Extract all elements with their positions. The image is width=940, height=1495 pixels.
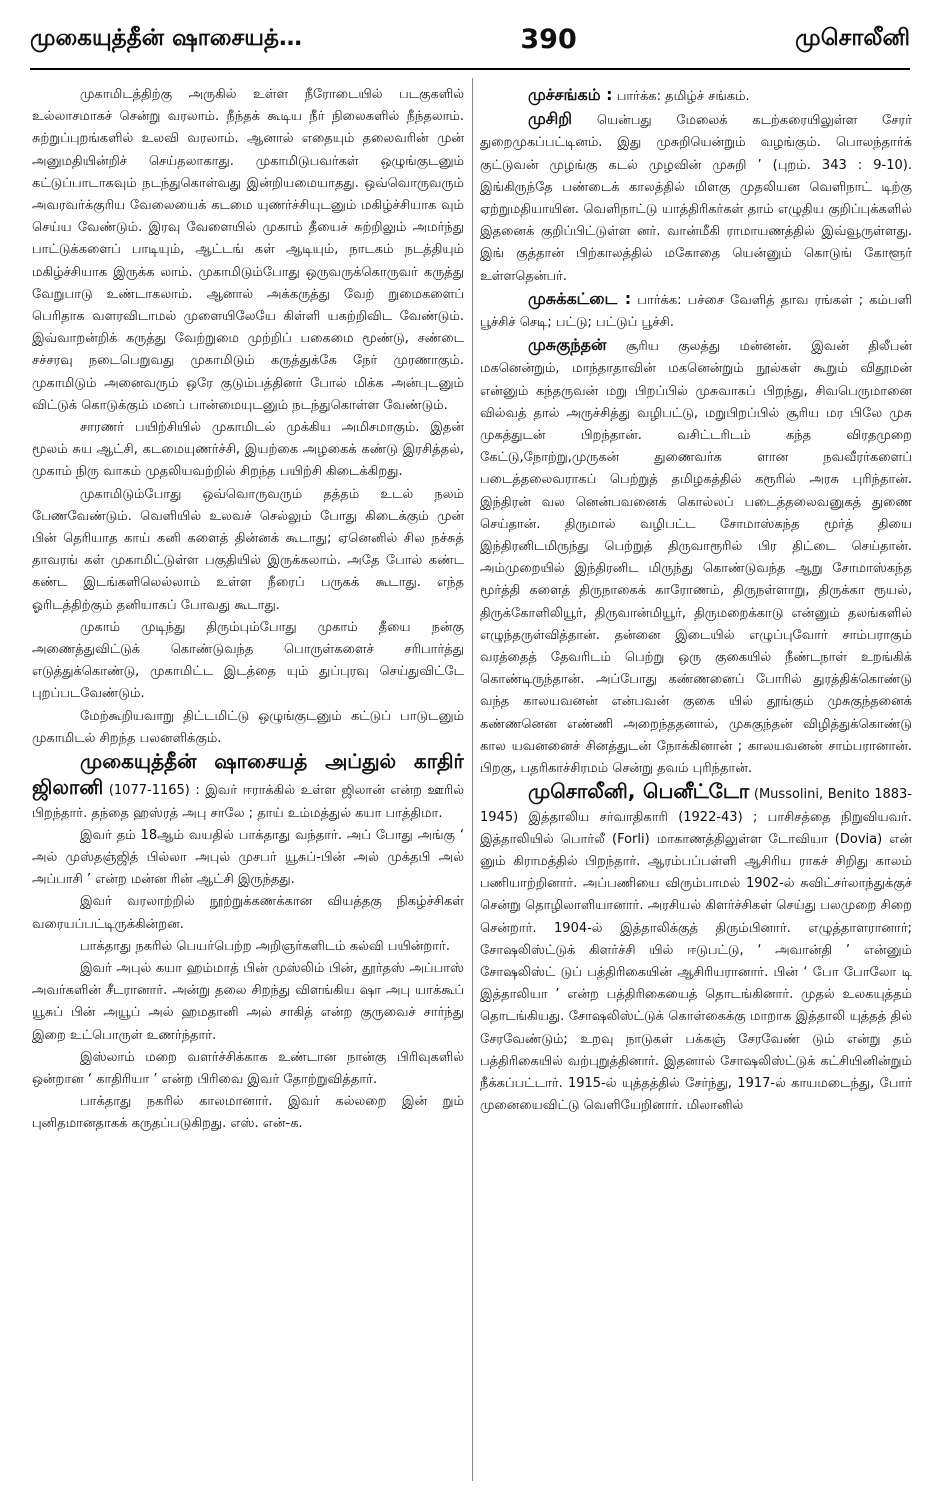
entry-text: சூரிய குலத்து மன்னன். இவன் திலீபன் மகனென்றும், மாந்தாதாவின் மகனென்றும் நூல்கள் கூறும் விதூமன் என்னும் கந்தருவன் மறு பிறப்பில் முசுவாகப் பிறந்து, சிவபெருமானை வில்வத் தால் அருச்சித்து வழிபட்டு, மறுபிறப்பில் சூரிய மர பிலே முசு முகத்துடன் பிறந்தான். வசிட்டரிடம் கந்த விரதமுறை கேட்டு,நோற்று,முருகன் துணைவர்க ளான நவவீரர்களைப் படைத்தலைவராகப் பெற்றுத் தமிழகத்தில் கரூரில் அரசு புரிந்தான். இந்திரன் வல னென்பவனைக் கொல்லப் படைத்தலைவனுகத் துணை செய்தான். திருமால் வழிபட்ட சோமாஸ்கந்த மூர்த் தியை இந்திரனிடமிருந்து பெற்றுத் திருவாரூரில் பிர திட்டை செய்தான். அம்முறையில் இந்திரனிட மிருந்து கொண்டுவந்த ஆறு சோமாஸ்கந்த மூர்த்தி களைத் திருநாகைக் காரோணம், திருநள்ளாறு, திருக்கா ரூயல், திருக்கோளிலியூர், திருவான்மியூர், திருமறைக்காடு என்னும் தலங்களில் எழுந்தருள்வித்தான். தன்னை இடையில் எழுப்புவோர் சாம்பராகும் வரத்தைத் தேவரிடம் பெற்று ஒரு குகையில் நீண்டநாள் உறங்கிக் கொண்டிருந்தான். அப்போது கண்ணனைப் போரில் துரத்திக்கொண்டு வந்த காலயவனன் என்பவன் குகை யில் தூங்கும் முசுகுந்தனைக் கண்ணனென எண்ணி அறைந்ததனால், முசுகுந்தன் விழித்துக்கொண்டு கால யவனனைச் சினத்துடன் நோக்கினான் ; காலயவனன் சாம்பரானான். பிறகு, பதரிகாச்சிரமம் சென்று தவம் புரிந்தான்.: [480, 339, 912, 777]
entry-mussolini: [480, 780, 912, 1117]
entry-headword: முசொலீனி, பெனீட்டோ: [528, 779, 750, 804]
entry-musukkattai: [480, 288, 912, 334]
entry-text: பார்க்க: பச்சை வேளித் தாவ ரங்கள் ; கம்பளி பூச்சிச் செடி; பட்டு; பட்டுப் பூச்சி.: [480, 292, 912, 331]
entry-headword: முகையுத்தீன் ஷாசையத் அப்துல் காதிர் ஜிலானி: [32, 749, 464, 800]
entry-text: பார்க்க: தமிழ்ச் சங்கம்.: [616, 89, 750, 104]
entry-text: (Mussolini, Benito 1883-1945) இத்தாலிய சர்வாதிகாரி (1922-43) ; பாசிசத்தை நிறுவியவர். இத்தாலியில் பொர்லீ (Forli) மாகாணத்திலுள்ள டோவியா (Dovia) என் னும் கிராமத்தில் பிறந்தார். ஆரம்பப்பள்ளி ஆசிரிய ராகச் சிறிது காலம் பணியாற்றினார். அப்பணியை விரும்பாமல் 1902-ல் சுவிட்சர்லாந்துக்குச் சென்று தொழிலாளியானார். அரசியல் கிளர்ச்சிகள் செய்து பலமுறை சிறை சென்றார். 1904-ல் இத்தாலிக்குத் திரும்பினார். எழுத்தாளரானார்; சோஷலிஸ்ட்டுக் கிளர்ச்சி யில் ஈடுபட்டு, ‘ அவான்தி ’ என்னும் சோஷலிஸ்ட் டுப் பத்திரிகையின் ஆசிரியரானார். பின் ‘ போ போலோ டி இத்தாலியா ’ என்ற பத்திரிகையைத் தொடங்கினார். முதல் உலகயுத்தம் தொடங்கியது. சோஷலிஸ்ட்டுக் கொள்கைக்கு மாறாக இத்தாலி யுத்தத் தில் சேரவேண்டும்; உறவு நாடுகள் பக்கஞ் சேரவேண் டும் என்று தம் பத்திரிகையில் வற்புறுத்தினார். இதனால் சோஷலிஸ்ட்டுக் கட்சியினின்றும் நீக்கப்பட்டார். 1915-ல் யுத்தத்தில் சேர்ந்து, 1917-ல் காயமடைந்து, போர் முனையைவிட்டு வெளியேறினார். மிலானில்: [480, 787, 912, 1114]
entry-headword: முசிறி: [528, 109, 573, 129]
entry-headword: முச்சங்கம் :: [528, 85, 613, 104]
paragraph: இவர் அபுல் கயா ஹம்மாத் பின் முஸ்லிம் பின், தூர்தஸ் அப்பாஸ் அவர்களின் சீடரானார். அன்று தலை சிறந்து விளங்கிய ஷா அபு யாக்கூப் யூசுப் பின் அயூப் அல் ஹமதானி அல் சாகித் என்ற குருவைச் சார்ந்து இறை உட்பொருள் உணர்ந்தார்.: [32, 960, 464, 1043]
page-header: [30, 14, 910, 64]
entry-musiri: [480, 108, 912, 288]
entry-musukundan: [480, 334, 912, 780]
running-head-left: முகையுத்தீன் ஷாசையத்…: [30, 24, 302, 51]
paragraph: இஸ்லாம் மறை வளர்ச்சிக்காக உண்டான நான்கு பிரிவுகளில் ஒன்றான ‘ காதிரியா ’ என்ற பிரிவை இவர் தோற்றுவித்தார்.: [32, 1049, 464, 1087]
right-column: [480, 84, 912, 1481]
left-column: [32, 84, 464, 1481]
paragraph: பாக்தாது நகரில் காலமானார். இவர் கல்லறை இன் றும் புனிதமானதாகக் கருதப்படுகிறது. எஸ். என்-க.: [32, 1094, 464, 1132]
paragraph: சாரணர் பயிற்சியில் முகாமிடல் முக்கிய அமிசமாகும். இதன் மூலம் சுய ஆட்சி, கடமையுணர்ச்சி, இயற்கை அழகைக் கண்டு இரசித்தல், முகாம் நிரு வாகம் முதலியவற்றில் சிறந்த பயிற்சி கிடைக்கிறது.: [32, 420, 464, 480]
column-divider: [472, 78, 473, 1481]
header-rule: [30, 68, 910, 70]
entry-lead: (1077-1165) : இவர் ஈராக்கில் உள்ள ஜிலான் என்ற ஊரில் பிறந்தார். தந்தை ஹஸ்ரத் அபு சாலே ; தாய் உம்மத்துல் கயா பாத்திமா.: [32, 783, 464, 821]
paragraph: பாக்தாது நகரில் பெயர்பெற்ற அறிஞர்களிடம் கல்வி பயின்றார்.: [80, 938, 450, 954]
paragraph: முகாமிடும்போது ஒவ்வொருவரும் தத்தம் உடல் நலம் பேணவேண்டும். வெளியில் உலவச் செல்லும் போது கிடைக்கும் முன் பின் தெரியாத காய் கனி களைத் தின்னக் கூடாது; ஏனெனில் சில நச்சுத் தாவரங் கள் முகாமிட்டுள்ள பகுதியில் இருக்கலாம். அதே போல் கண்ட கண்ட இடங்களிலெல்லாம் உள்ள நீரைப் பருகக் கூடாது. எந்த ஓரிடத்திற்கும் தனியாகப் போவது கூடாது.: [32, 486, 464, 613]
running-head-right: முசொலீனி: [795, 24, 910, 51]
entry-jilani: [32, 750, 464, 825]
paragraph: இவர் தம் 18ஆம் வயதில் பாக்தாது வந்தார். அப் போது அங்கு ‘ அல் முஸ்தஞ்ஜித் பில்லா அபுல் முசபர் யூசுப்-பின் அல் முக்தபி அல் அப்பாசி ’ என்ற மன்ன ரின் ஆட்சி இருந்தது.: [32, 827, 464, 888]
paragraph: மேற்கூறியவாறு திட்டமிட்டு ஒழுங்குடனும் கட்டுப் பாடுடனும் முகாமிடல் சிறந்த பலனளிக்கும்.: [32, 708, 464, 746]
paragraph: முகாம் முடிந்து திரும்பும்போது முகாம் தீயை நன்கு அணைத்துவிட்டுக் கொண்டுவந்த பொருள்களைச் சரிபார்த்து எடுத்துக்கொண்டு, முகாமிட்ட இடத்தை யும் துப்புரவு செய்துவிட்டே புறப்படவேண்டும்.: [32, 619, 464, 702]
paragraph: முகாமிடத்திற்கு அருகில் உள்ள நீரோடையில் படகுகளில் உல்லாசமாகச் சென்று வரலாம். நீந்தக் கூடிய நீர் நிலைகளில் நீந்தலாம். சுற்றுப்புறங்களில் உலவி வரலாம். ஆனால் எதையும் தலைவரின் முன் அனுமதியின்றிச் செய்தலாகாது. முகாமிடுபவர்கள் ஒழுங்குடனும் கட்டுப்பாடாகவும் நடந்துகொள்வது இன்றியமையாதது. ஒவ்வொருவரும் அவரவர்க்குரிய வேலையைக் கடமை யுணர்ச்சியுடனும் மகிழ்ச்சியாக வும் செய்ய வேண்டும். இரவு வேளையில் முகாம் தீயைச் சுற்றிலும் அமர்ந்து பாட்டுக்களைப் பாடியும், ஆட்டங் கள் ஆடியும், நாடகம் நடத்தியும் மகிழ்ச்சியாக இருக்க லாம். முகாமிடும்போது ஒருவருக்கொருவர் கருத்து வேறுபாடு உண்டாகலாம். ஆனால் அக்கருத்து வேற் றுமைகளைப் பெரிதாக வளரவிடாமல் முளையிலேயே கிள்ளி யகற்றிவிட வேண்டும். இவ்வாறன்றிக் கருத்து வேற்றுமை முற்றிப் பகைமை மூண்டு, சண்டை சச்சரவு நடைபெறுவது முகாமிடும் கருத்துக்கே நேர் முரணாகும். முகாமிடும் அனைவரும் ஒரே குடும்பத்தினர் போல் மிக்க அன்புடனும் விட்டுக் கொடுக்கும் மனப் பான்மையுடனும் நடந்துகொள்ள வேண்டும்.: [32, 87, 464, 413]
entry-muchangam: [480, 84, 912, 108]
entry-headword: முசுகுந்தன்: [528, 335, 607, 355]
paragraph: இவர் வரலாற்றில் நூற்றுக்கணக்கான வியத்தகு நிகழ்ச்சிகள் வரையப்பட்டிருக்கின்றன.: [32, 894, 464, 932]
entry-text: யென்பது மேலைக் கடற்கரையிலுள்ள சேரர் துறைமுகப்பட்டினம். இது முசுறியென்றும் வழங்கும். பொலந்தார்க் குட்டுவன் முழங்கு கடல் முழவின் முசுறி ’ (புறம். 343 : 9-10). இங்கிருந்தே பண்டைக் காலத்தில் மிளகு முதலியன வெளிநாட் டிற்கு ஏற்றுமதியாயின. வெளிநாட்டு யாத்திரிகர்கள் தாம் எழுதிய குறிப்புக்களில் இதனைக் குறிப்பிட்டுள்ள னர். வான்மீகி ராமாயணத்தில் இவ்வூருள்ளது. இங் குத்தான் பிற்காலத்தில் மகோதை யென்னும் கொடுங் கோளூர் உள்ளதென்பர்.: [480, 113, 912, 284]
page-number: 390: [520, 23, 577, 55]
entry-headword: முசுக்கட்டை :: [528, 288, 632, 308]
